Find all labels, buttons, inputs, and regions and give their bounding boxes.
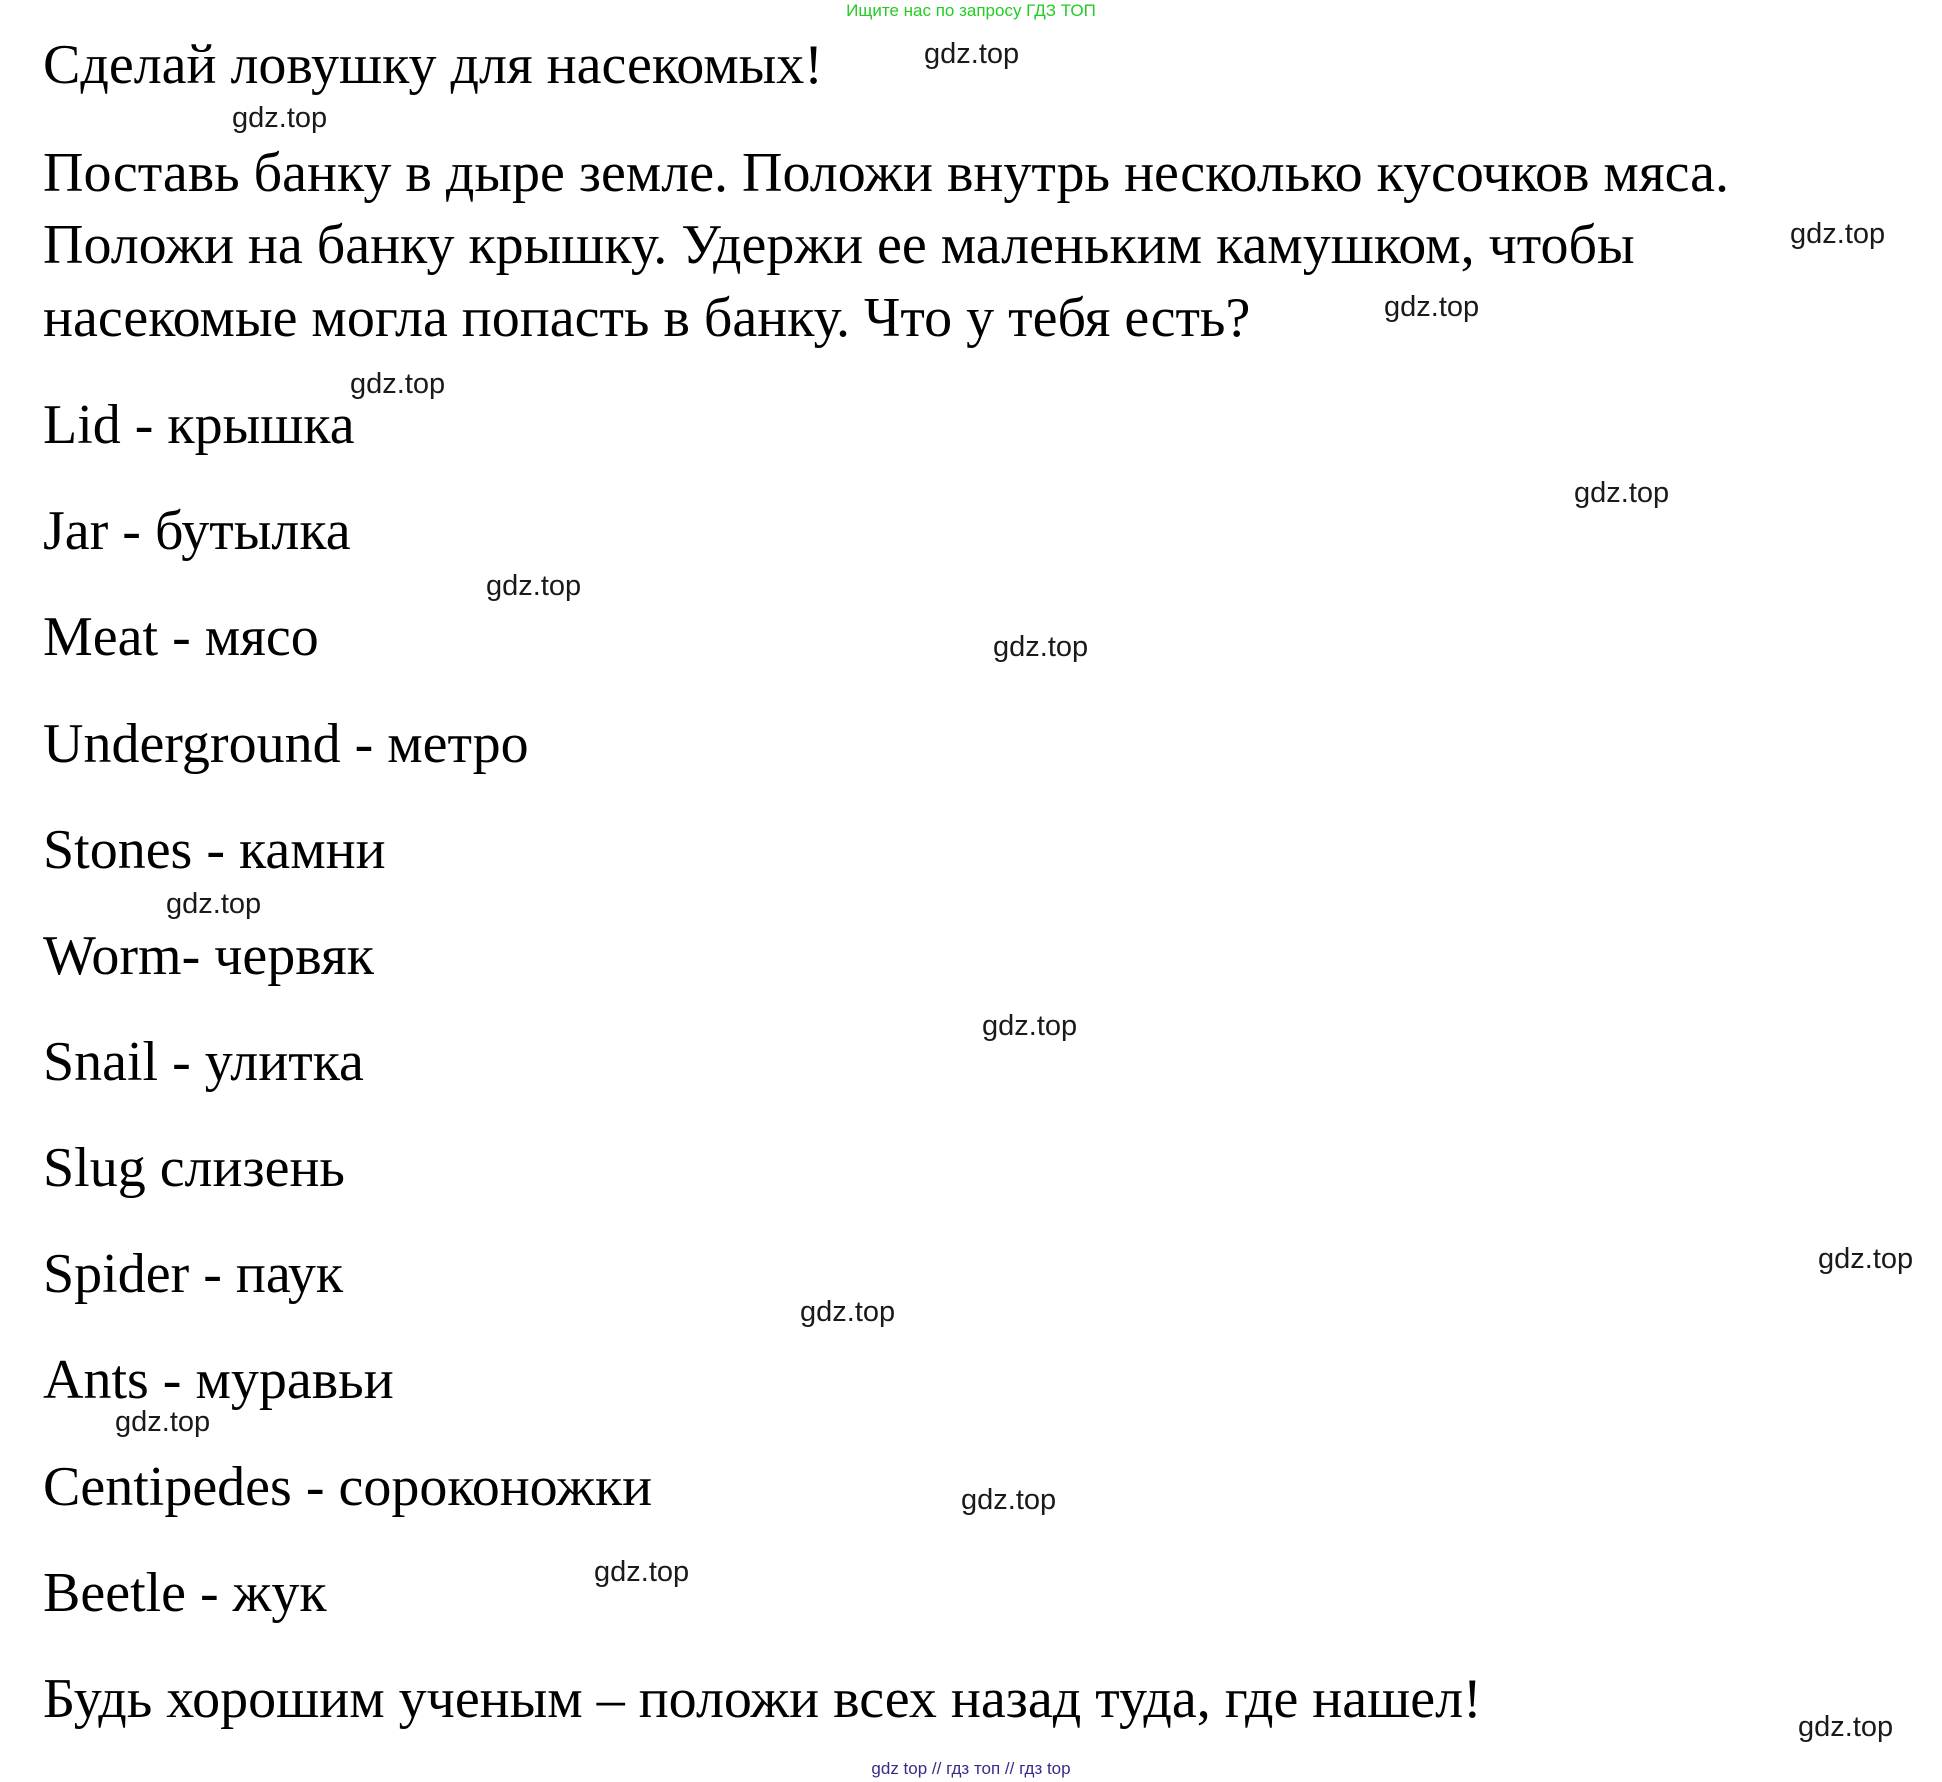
watermark: gdz.top — [350, 368, 446, 400]
watermark: gdz.top — [800, 1296, 896, 1328]
watermark: gdz.top — [924, 38, 1020, 70]
vocab-item-worm: Worm- червяк — [43, 925, 374, 987]
watermark: gdz.top — [961, 1484, 1057, 1516]
instruction-line-3: насекомые могла попасть в банку. Что у тебя есть? — [43, 287, 1251, 349]
watermark: gdz.top — [232, 102, 328, 134]
vocab-item-jar: Jar - бутылка — [43, 500, 351, 562]
vocab-item-centipedes: Centipedes - сороконожки — [43, 1456, 653, 1518]
vocab-item-snail: Snail - улитка — [43, 1031, 364, 1093]
top-banner: Ищите нас по запросу ГДЗ ТОП — [846, 1, 1096, 20]
watermark: gdz.top — [982, 1010, 1078, 1042]
vocab-item-meat: Meat - мясо — [43, 606, 319, 668]
vocab-item-lid: Lid - крышка — [43, 394, 355, 456]
vocab-item-slug: Slug слизень — [43, 1137, 345, 1199]
watermark: gdz.top — [1798, 1711, 1894, 1743]
watermark: gdz.top — [594, 1556, 690, 1588]
closing-sentence: Будь хорошим ученым – положи всех назад туда, где нашел! — [43, 1668, 1482, 1730]
watermark: gdz.top — [1384, 291, 1480, 323]
watermark: gdz.top — [166, 888, 262, 920]
watermark: gdz.top — [486, 570, 582, 602]
watermark: gdz.top — [993, 631, 1089, 663]
vocab-item-beetle: Beetle - жук — [43, 1562, 327, 1624]
instruction-line-2: Положи на банку крышку. Удержи ее маленьким камушком, чтобы — [43, 214, 1635, 276]
vocab-item-spider: Spider - паук — [43, 1243, 344, 1305]
vocab-item-ants: Ants - муравьи — [43, 1349, 394, 1411]
vocab-item-stones: Stones - камни — [43, 819, 386, 881]
watermark: gdz.top — [115, 1406, 211, 1438]
footer-links: gdz top // гдз топ // гдз top — [871, 1759, 1071, 1778]
watermark: gdz.top — [1790, 218, 1886, 250]
watermark: gdz.top — [1818, 1243, 1914, 1275]
instruction-line-1: Поставь банку в дыре земле. Положи внутрь несколько кусочков мяса. — [43, 142, 1729, 204]
watermark: gdz.top — [1574, 477, 1670, 509]
vocab-item-underground: Underground - метро — [43, 713, 529, 775]
page-title: Сделай ловушку для насекомых! — [43, 34, 823, 96]
